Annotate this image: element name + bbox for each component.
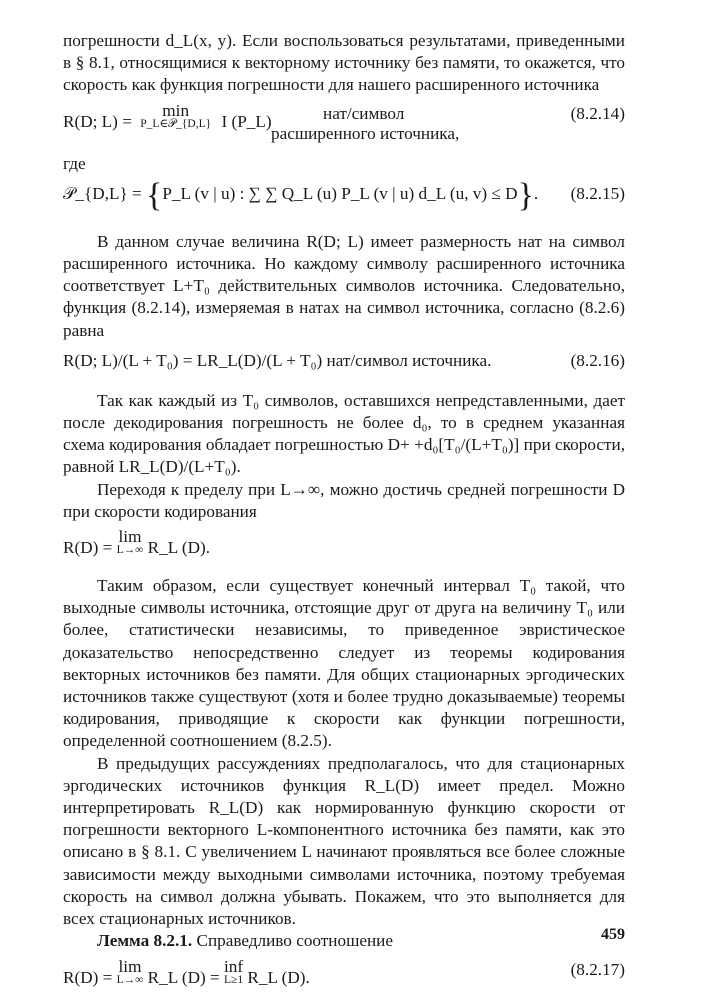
eq1-number: (8.2.14) (570, 103, 625, 123)
eq4-rhs: R_L (D). (147, 538, 211, 558)
equation-8-2-16 (63, 350, 625, 378)
eq1-lhs: R(D; L) = (63, 111, 132, 131)
eq1-expr: I (P_L) (221, 111, 272, 131)
lemma-statement (63, 930, 625, 952)
equation-limit (63, 529, 625, 569)
eq2-expr: P_L (v | u) : ∑ ∑ Q_L (u) P_L (v | u) d_L (u, v) ≤ D (162, 183, 518, 203)
eq5-number: (8.2.17) (570, 959, 625, 979)
equation-8-2-15: 𝒫_{D,L} = {P_L (v | u) : ∑ ∑ Q_L (u) P_L (v | u) d_L (u, v) ≤ D}. (8.2.15) (63, 176, 625, 214)
eq2-open-brace: { (145, 176, 163, 214)
eq2-number: (8.2.15) (570, 183, 625, 203)
where-word: где (63, 153, 86, 173)
paragraph-6: В предыдущих рассуждениях предполагалось, что для стационарных эргодических источников функция R_L(D) имеет предел. Можно интерпретировать R_L(D) как нормированную функцию скорости от погрешности векторного L-компонентного источника без памяти, как это описано в § 8.1. С увеличением L начинают проявляться все более сложные зависимости между выходными символами источника, поэтому требуемая скорость на символ должна убывать. Покажем, что это выполняется для всех стационарных источников. (63, 753, 625, 929)
equation-8-2-14 (63, 100, 625, 143)
lemma-text: Справедливо соотношение (196, 931, 393, 951)
eq5-lhs: R(D) = (63, 967, 113, 987)
paragraph-2: В данном случае величина R(D; L) имеет размерность нат на символ расширенного источника. Но каждому символу расширенного источника соответствует L+T₀ действительных символов источника. Следовательно, функция (8.2.14), измеряемая в натах на символ источника, согласно (8.2.6) равна (63, 231, 625, 340)
eq5-under1: L→∞ (116, 973, 144, 986)
eq5-inf: inf (224, 956, 244, 976)
eq1-unit1: нат/символ (323, 103, 405, 123)
page-body (63, 30, 625, 999)
eq2-lhs: 𝒫_{D,L} = (63, 183, 142, 203)
page-number: 459 (601, 926, 625, 943)
paragraph-1: погрешности d_L(x, y). Если воспользоваться результатами, приведенными в § 8.1, относящимися к векторному источнику без памяти, то окажется, что скорость как функция погрешности для нашего расширенного источника (63, 31, 625, 95)
eq4-lhs: R(D) = (63, 538, 113, 558)
paragraph-5: Таким образом, если существует конечный интервал T₀ такой, что выходные символы источника, отстоящие друг от друга на величину T₀ или более, статистически независимы, то приведенное эвристическое доказательство непосредственно следует из теоремы кодирования векторных источников без памяти. Для общих стационарных эргодических источников также существуют (хотя и более трудно доказываемые) теоремы кодирования, приводящие к скорости как функции погрешности, определенной соотношением (8.2.5). (63, 576, 625, 751)
eq5-under2: L≥1 (224, 973, 244, 986)
eq5-mid: R_L (D) = (147, 967, 220, 987)
eq4-lim: lim (118, 527, 142, 547)
eq1-min: min (162, 100, 190, 120)
eq1-under: P_L∈𝒫_{D,L} (140, 117, 212, 130)
equation-8-2-17 (63, 956, 625, 999)
eq2-close-brace: } (517, 176, 534, 214)
paragraph-4: Переходя к пределу при L→∞, можно достичь средней погрешности D при скорости кодирования (63, 479, 625, 521)
eq4-under: L→∞ (116, 544, 144, 557)
eq5-lim: lim (118, 956, 142, 976)
eq1-unit2: расширенного источника, (271, 123, 460, 143)
eq3-expr: R(D; L)/(L + T₀) = LR_L(D)/(L + T₀) нат/символ источника. (63, 350, 492, 370)
eq3-number: (8.2.16) (570, 350, 625, 370)
eq5-rhs: R_L (D). (247, 967, 310, 987)
paragraph-3: Так как каждый из T₀ символов, оставшихся непредставленными, дает после декодирования погрешность не более d₀, то в среднем указанная схема кодирования обладает погрешностью D+ +d₀[T₀/(L+T₀)] при скорости, равной LR_L(D)/(L+T₀). (63, 390, 625, 477)
lemma-title: Лемма 8.2.1. (97, 931, 193, 951)
